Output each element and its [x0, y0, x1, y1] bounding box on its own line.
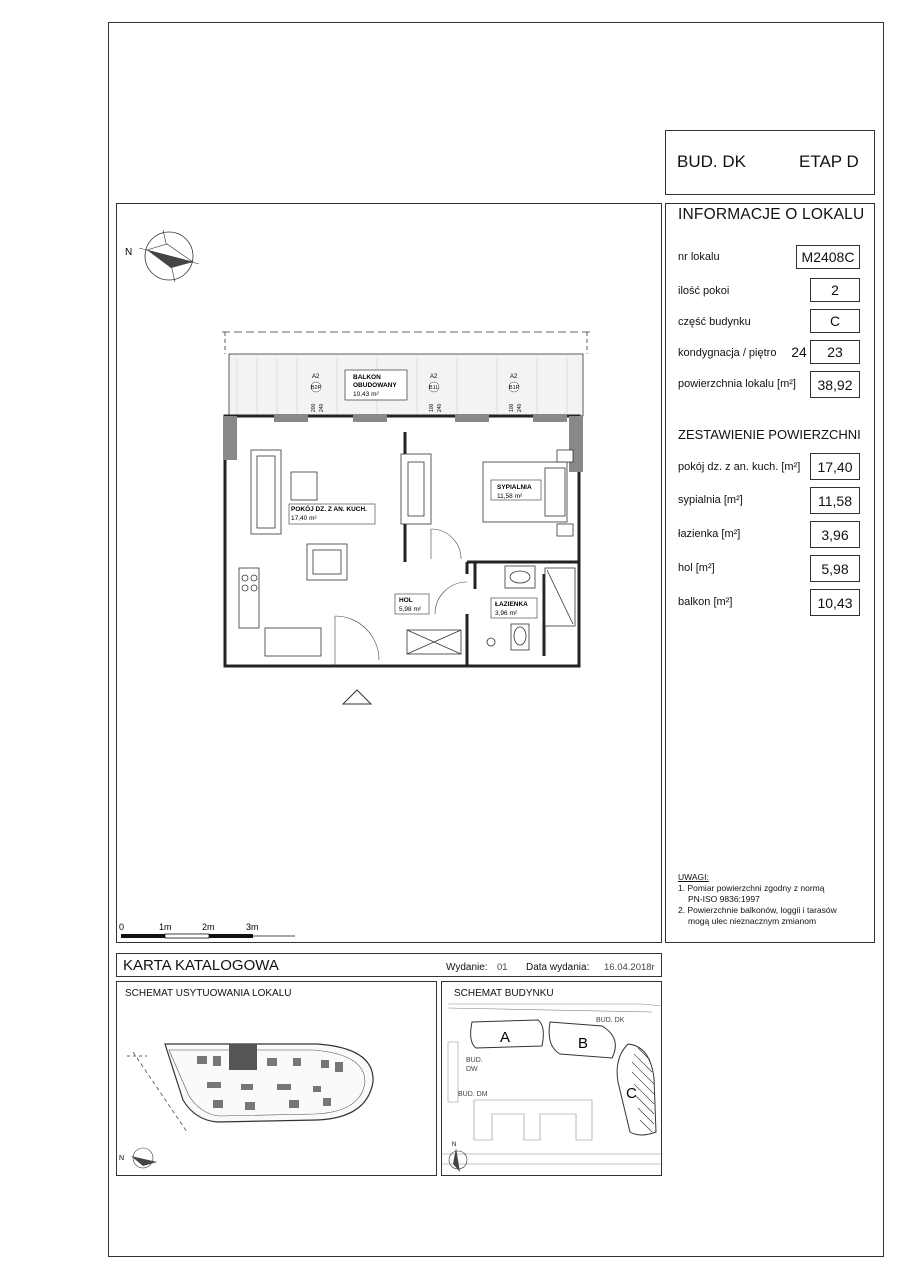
hall-area: 5,98 m² [399, 606, 422, 613]
window-1-type: A2 [312, 374, 320, 380]
location-scheme-title: SCHEMAT USYTUOWANIA LOKALU [125, 988, 292, 999]
value-area-living: 17,40 [810, 453, 860, 480]
building-c-label: C [626, 1085, 637, 1102]
bedroom-name: SYPIALNIA [497, 484, 532, 491]
window-3-code: B1P [509, 385, 520, 391]
note-line-3: 2. Powierzchnie balkonów, loggii i tarasów [678, 905, 837, 915]
balcony-name-2: OBUDOWANY [353, 382, 397, 389]
building-b-label: B [578, 1035, 589, 1052]
date-label: Data wydania: [526, 962, 590, 973]
window-1-dim2: 240 [319, 403, 325, 412]
edition-label: Wydanie: [446, 962, 488, 973]
living-room-name: POKÓJ DZ. Z AN. KUCH. [291, 506, 367, 513]
building-north-label: N [452, 1142, 457, 1148]
label-area-bedroom: sypialnia [m²] [678, 494, 743, 506]
scale-1m: 1m [159, 922, 172, 932]
card-title: KARTA KATALOGOWA [123, 957, 279, 974]
window-3-type: A2 [510, 374, 518, 380]
living-room-area: 17,40 m² [291, 515, 317, 522]
building-dw-label-1: BUD. [466, 1057, 483, 1064]
label-total-area: powierzchnia lokalu [m²] [678, 378, 796, 390]
floor-plan-drawing [117, 204, 663, 944]
window-1-code: B2P [311, 385, 322, 391]
entrance-arrow-icon [343, 690, 371, 704]
floor-plan-panel [116, 203, 662, 943]
value-total-area: 38,92 [810, 371, 860, 398]
balcony-name-1: BALKON [353, 374, 381, 381]
north-arrow-icon [125, 230, 199, 282]
building-label: BUD. DK [677, 152, 746, 171]
window-3-dim2: 240 [517, 403, 523, 412]
value-area-bathroom: 3,96 [810, 521, 860, 548]
note-line-4: mogą ulec nieznacznym zmianom [688, 916, 817, 926]
notes-title: UWAGI: [678, 872, 709, 882]
label-area-hall: hol [m²] [678, 562, 715, 574]
edition-value: 01 [497, 962, 508, 973]
scale-3m: 3m [246, 922, 259, 932]
stage-label: ETAP D [799, 152, 859, 171]
building-scheme-title: SCHEMAT BUDYNKU [454, 988, 554, 999]
building-dk-label: BUD. DK [596, 1017, 625, 1024]
window-1-dim1: 200 [311, 403, 317, 412]
building-scheme-drawing [442, 982, 663, 1177]
bedroom-area: 11,58 m² [497, 493, 523, 500]
window-2-dim1: 100 [429, 403, 435, 412]
value-area-bedroom: 11,58 [810, 487, 860, 514]
value-unit-number: M2408C [796, 245, 860, 269]
window-2-code: B1L [429, 385, 439, 391]
date-value: 16.04.2018r [604, 962, 655, 973]
value-floor: 23 [810, 340, 860, 364]
note-line-1: 1. Pomiar powierzchni zgodny z normą [678, 883, 825, 893]
bathroom-name: ŁAZIENKA [495, 601, 528, 608]
location-north-label: N [119, 1155, 125, 1162]
building-dw-label-2: DW [466, 1066, 478, 1073]
window-3-dim1: 100 [509, 403, 515, 412]
label-area-living: pokój dz. z an. kuch. [m²] [678, 461, 801, 473]
bathroom-area: 3,96 m² [495, 610, 518, 617]
location-north-icon [119, 1148, 157, 1168]
building-a-label: A [500, 1029, 511, 1046]
info-title: INFORMACJE O LOKALU [678, 206, 865, 223]
label-room-count: ilość pokoi [678, 285, 730, 297]
balcony-area-label: 10,43 m² [353, 391, 379, 398]
window-2-dim2: 240 [437, 403, 443, 412]
value-building-part: C [810, 309, 860, 333]
label-area-bathroom: łazienka [m²] [678, 528, 741, 540]
location-scheme-drawing [117, 982, 438, 1177]
window-2-type: A2 [430, 374, 438, 380]
label-building-part: część budynku [678, 316, 751, 328]
note-line-2: PN-ISO 9836:1997 [688, 894, 760, 904]
scale-0: 0 [119, 922, 125, 932]
scale-2m: 2m [202, 922, 215, 932]
value-room-count: 2 [810, 278, 860, 302]
unit-location-marker [229, 1044, 257, 1070]
hall-name: HOL [399, 597, 413, 604]
label-floor: kondygnacja / piętro [678, 347, 777, 359]
scale-bar [119, 922, 295, 938]
areas-title: ZESTAWIENIE POWIERZCHNI [678, 427, 861, 442]
value-area-balcony: 10,43 [810, 589, 860, 616]
north-label: N [125, 247, 133, 258]
label-unit-number: nr lokalu [678, 251, 720, 263]
value-area-hall: 5,98 [810, 555, 860, 582]
notes [678, 872, 837, 927]
building-scheme-panel [441, 981, 662, 1176]
value-storey: 24 [791, 344, 807, 360]
location-scheme-panel [116, 981, 437, 1176]
label-area-balcony: balkon [m²] [678, 596, 733, 608]
building-north-icon [449, 1142, 467, 1172]
building-dm-label: BUD. DM [458, 1091, 488, 1098]
